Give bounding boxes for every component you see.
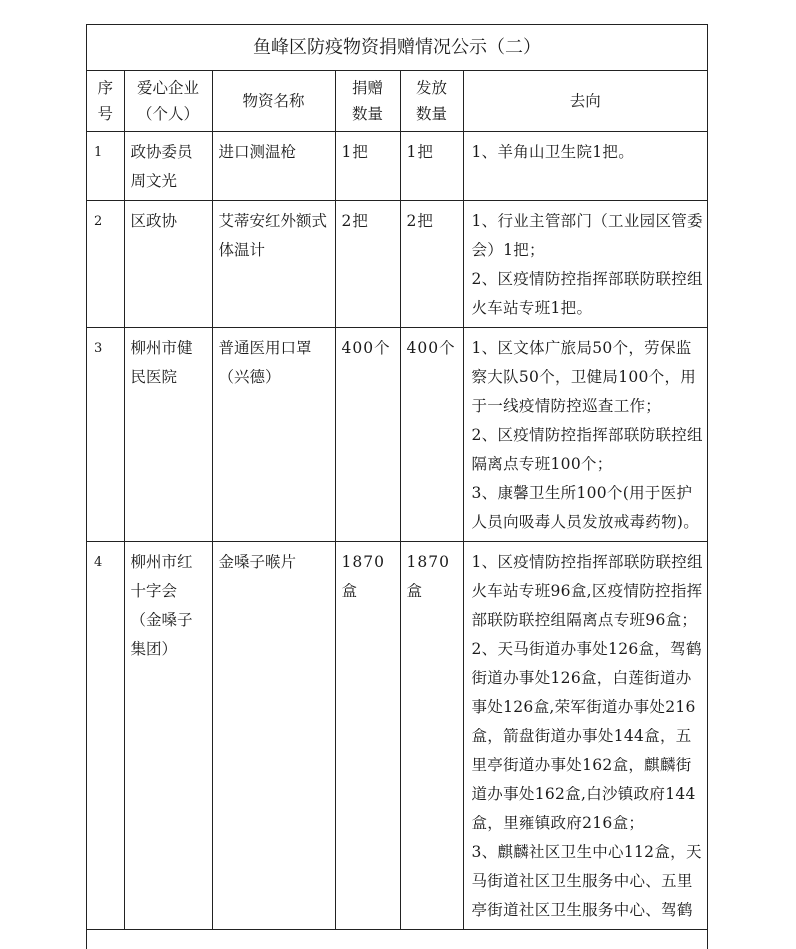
- row-index: 1: [87, 132, 124, 201]
- destination-line: 3、麒麟社区卫生中心112盒，天马街道社区卫生服务中心、五里亭街道社区卫生服务中心、驾鹤: [471, 843, 702, 919]
- row-index: 3: [87, 328, 124, 542]
- row-donor: 区政协: [124, 201, 212, 328]
- header-index: 序号: [87, 71, 124, 132]
- row-donated: 1把: [335, 132, 400, 201]
- row-item: 普通医用口罩（兴德）: [212, 328, 335, 542]
- row-item: 进口测温枪: [212, 132, 335, 201]
- table-row: [87, 132, 707, 201]
- table-row: [87, 328, 707, 542]
- header-donated: 捐赠数量: [335, 71, 400, 132]
- row-destination: [463, 542, 707, 930]
- destination-line: 2、区疫情防控指挥部联防联控组火车站专班1把。: [471, 270, 703, 317]
- destination-line: 3、康馨卫生所100个(用于医护人员向吸毒人员发放戒毒药物)。: [471, 484, 700, 531]
- table-title: 鱼峰区防疫物资捐赠情况公示（二）: [87, 25, 707, 71]
- row-distributed: 1870盒: [400, 542, 463, 930]
- destination-line: 1、行业主管部门（工业园区管委会）1把；: [471, 212, 703, 259]
- row-donated: 1870盒: [335, 542, 400, 930]
- row-index: 2: [87, 201, 124, 328]
- destination-line: 1、羊角山卫生院1把。: [471, 143, 635, 161]
- row-destination: [463, 132, 707, 201]
- row-item: 艾蒂安红外额式体温计: [212, 201, 335, 328]
- table-row: [87, 201, 707, 328]
- destination-line: 1、区文体广旅局50个，劳保监察大队50个，卫健局100个，用于一线疫情防控巡查工作；: [471, 339, 697, 415]
- destination-line: 2、天马街道办事处126盒，驾鹤街道办事处126盒，白莲街道办事处126盒,荣军街道办事处216盒，箭盘街道办事处144盒，五里亭街道办事处162盒，麒麟街道办事处162盒,白沙镇政府144盒，里雍镇政府216盒；: [471, 640, 702, 832]
- row-distributed: 1把: [400, 132, 463, 201]
- row-index: 4: [87, 542, 124, 930]
- donation-table: [87, 25, 707, 930]
- destination-line: 1、区疫情防控指挥部联防联控组火车站专班96盒,区疫情防控指挥部联防联控组隔离点专班96盒；: [471, 553, 703, 629]
- row-donated: 2把: [335, 201, 400, 328]
- destination-line: 2、区疫情防控指挥部联防联控组隔离点专班100个；: [471, 426, 703, 473]
- row-item: 金嗓子喉片: [212, 542, 335, 930]
- row-donor: 柳州市红十字会（金嗓子集团）: [124, 542, 212, 930]
- row-destination: [463, 201, 707, 328]
- row-donor: 柳州市健民医院: [124, 328, 212, 542]
- row-donated: 400个: [335, 328, 400, 542]
- table-row: [87, 542, 707, 930]
- header-row: [87, 71, 707, 132]
- donation-table-document: [86, 24, 708, 949]
- header-distributed: 发放数量: [400, 71, 463, 132]
- header-donor: 爱心企业（个人）: [124, 71, 212, 132]
- header-destination: 去向: [463, 71, 707, 132]
- row-destination: [463, 328, 707, 542]
- row-distributed: 400个: [400, 328, 463, 542]
- row-donor: 政协委员周文光: [124, 132, 212, 201]
- header-item: 物资名称: [212, 71, 335, 132]
- row-distributed: 2把: [400, 201, 463, 328]
